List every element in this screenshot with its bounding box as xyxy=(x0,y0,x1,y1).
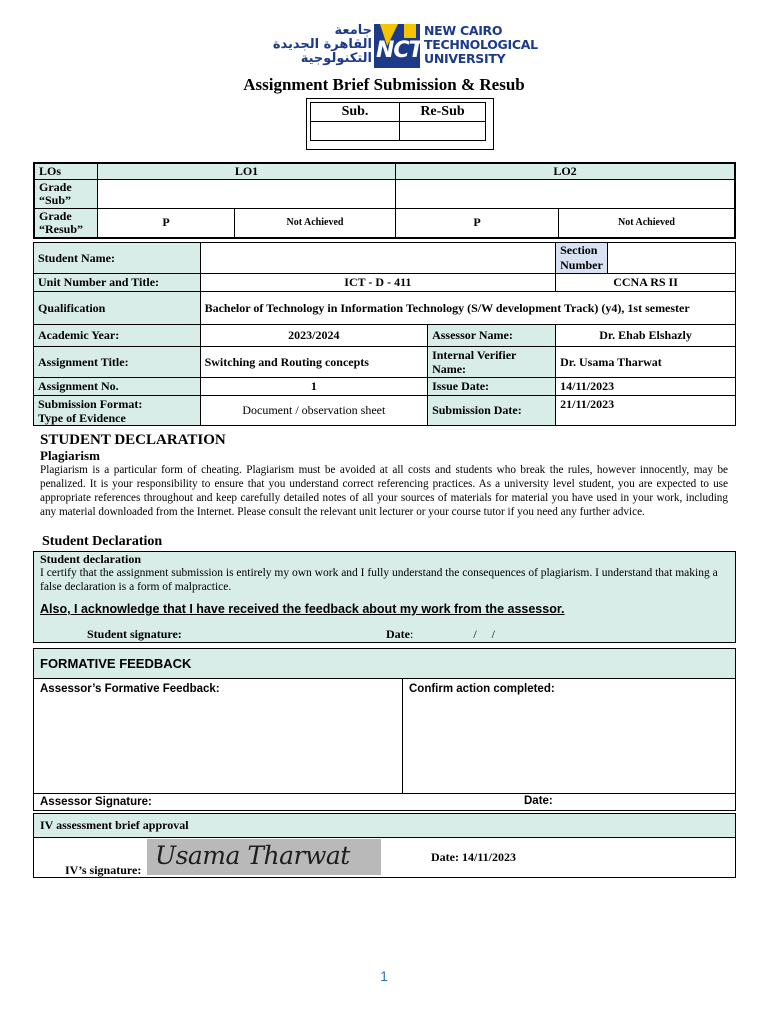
unit-label: Unit Number and Title: xyxy=(34,274,201,292)
lo2-not-achieved: Not Achieved xyxy=(559,209,736,238)
student-date-blank: : / / xyxy=(410,627,496,641)
submission-format-value: Document / observation sheet xyxy=(200,396,427,426)
assessor-name-label: Assessor Name: xyxy=(428,325,556,347)
student-declaration-heading: STUDENT DECLARATION xyxy=(40,432,226,448)
student-signature-label: Student signature: xyxy=(87,627,182,641)
university-arabic-name xyxy=(270,24,372,66)
university-english-name xyxy=(424,24,538,66)
section-number-value[interactable] xyxy=(607,243,735,274)
signature-script: Usama Tharwat xyxy=(155,841,350,870)
iv-approval-heading: IV assessment brief approval xyxy=(34,814,736,838)
assessor-date-label: Date: xyxy=(524,795,553,807)
iv-name-value: Dr. Usama Tharwat xyxy=(556,347,736,378)
student-name-label: Student Name: xyxy=(34,243,201,274)
grade-resub-label: Grade “Resub” xyxy=(34,209,98,238)
university-logo-icon xyxy=(374,24,423,68)
iv-signature-row xyxy=(34,838,736,878)
issue-date-value: 14/11/2023 xyxy=(556,378,736,396)
lo2-grade-sub[interactable] xyxy=(396,180,736,209)
iv-signature-image xyxy=(147,839,381,875)
student-declaration-subheading: Student Declaration xyxy=(42,534,163,549)
lo2-header: LO2 xyxy=(396,163,736,180)
declaration-box-text: I certify that the assignment submission is entirely my own work and I fully understand the consequences of plagiarism. I understand that making a false declaration is a form of malpractice. xyxy=(40,567,718,593)
assessor-signature-label: Assessor Signature: xyxy=(40,796,152,808)
academic-year-label: Academic Year: xyxy=(34,325,201,347)
los-label: LOs xyxy=(34,163,98,180)
iv-approval-table xyxy=(33,813,736,878)
english-line-1: NEW CAIRO xyxy=(424,23,503,38)
arabic-line-3: التكنولوجية xyxy=(300,51,372,66)
submission-date-value: 21/11/2023 xyxy=(556,396,736,426)
lo2-pass: P xyxy=(396,209,559,238)
resub-header: Re-Sub xyxy=(400,103,486,122)
submission-date-label: Submission Date: xyxy=(428,396,556,426)
feedback-acknowledgement: Also, I acknowledge that I have received the feedback about my work from the assessor. xyxy=(40,602,565,616)
submission-format-text: Submission Format: xyxy=(38,396,143,411)
issue-date-label: Issue Date: xyxy=(428,378,556,396)
unit-title: CCNA RS II xyxy=(556,274,736,292)
arabic-line-2: القاهرة الجديدة xyxy=(272,37,372,52)
assignment-no-label: Assignment No. xyxy=(34,378,201,396)
resub-cell[interactable] xyxy=(400,122,486,141)
sub-resub-table xyxy=(310,102,486,141)
assessor-feedback-cell[interactable] xyxy=(34,679,403,794)
assignment-title-value: Switching and Routing concepts xyxy=(200,347,427,378)
lo1-not-achieved: Not Achieved xyxy=(235,209,396,238)
student-name-value[interactable] xyxy=(200,243,556,274)
logo-mark-text: NCT xyxy=(376,38,423,63)
assessor-signature-row[interactable] xyxy=(34,794,736,811)
plagiarism-paragraph: Plagiarism is a particular form of cheating. Plagiarism must be avoided at all costs and students who break the rules, however innocently, may be penalized. It is your responsibility to ensure that you understand correct referencing practices. As a university level student, you are expected to use appropriate references throughout and keep carefully detailed notes of all your sources of materials for material you have used in your work, including any material downloaded from the Internet. Please consult the relevant unit lecturer or your course tutor if you need any further advice. xyxy=(40,464,728,518)
plagiarism-heading: Plagiarism xyxy=(40,448,100,463)
lo1-grade-sub[interactable] xyxy=(98,180,396,209)
assessor-name-value: Dr. Ehab Elshazly xyxy=(556,325,736,347)
sub-header: Sub. xyxy=(311,103,400,122)
assignment-title-label: Assignment Title: xyxy=(34,347,201,378)
iv-name-label: Internal Verifier Name: xyxy=(428,347,556,378)
english-line-3: UNIVERSITY xyxy=(424,51,506,66)
academic-year-value: 2023/2024 xyxy=(200,325,427,347)
declaration-box-heading: Student declaration xyxy=(40,552,142,566)
english-line-2: TECHNOLOGICAL xyxy=(424,37,538,52)
assessor-feedback-label: Assessor’s Formative Feedback: xyxy=(40,683,220,695)
qualification-label: Qualification xyxy=(34,292,201,325)
qualification-value: Bachelor of Technology in Information Technology (S/W development Track) (y4), 1st semester xyxy=(200,292,735,325)
unit-number: ICT - D - 411 xyxy=(200,274,556,292)
evidence-type-text: Type of Evidence xyxy=(38,410,126,425)
iv-approval-date: Date: 14/11/2023 xyxy=(431,850,516,864)
assignment-info-table xyxy=(33,242,736,426)
formative-feedback-heading: FORMATIVE FEEDBACK xyxy=(34,649,736,679)
confirm-action-cell[interactable] xyxy=(403,679,736,794)
arabic-line-1: جامعة xyxy=(334,23,372,38)
student-date-label: Date xyxy=(386,627,410,641)
submission-format-label xyxy=(34,396,201,426)
sub-cell[interactable] xyxy=(311,122,400,141)
grade-sub-label: Grade “Sub” xyxy=(34,180,98,209)
confirm-action-label: Confirm action completed: xyxy=(409,683,555,695)
page-number: 1 xyxy=(380,968,388,984)
formative-feedback-table xyxy=(33,648,736,811)
student-date-field[interactable] xyxy=(386,627,495,642)
document-title: Assignment Brief Submission & Resub xyxy=(243,75,525,94)
iv-signature-label: IV’s signature: xyxy=(65,863,142,877)
lo1-pass: P xyxy=(98,209,235,238)
declaration-box xyxy=(33,551,736,643)
assignment-no-value: 1 xyxy=(200,378,427,396)
lo-grade-table xyxy=(33,162,736,239)
section-number-label: Section Number xyxy=(556,243,608,274)
lo1-header: LO1 xyxy=(98,163,396,180)
